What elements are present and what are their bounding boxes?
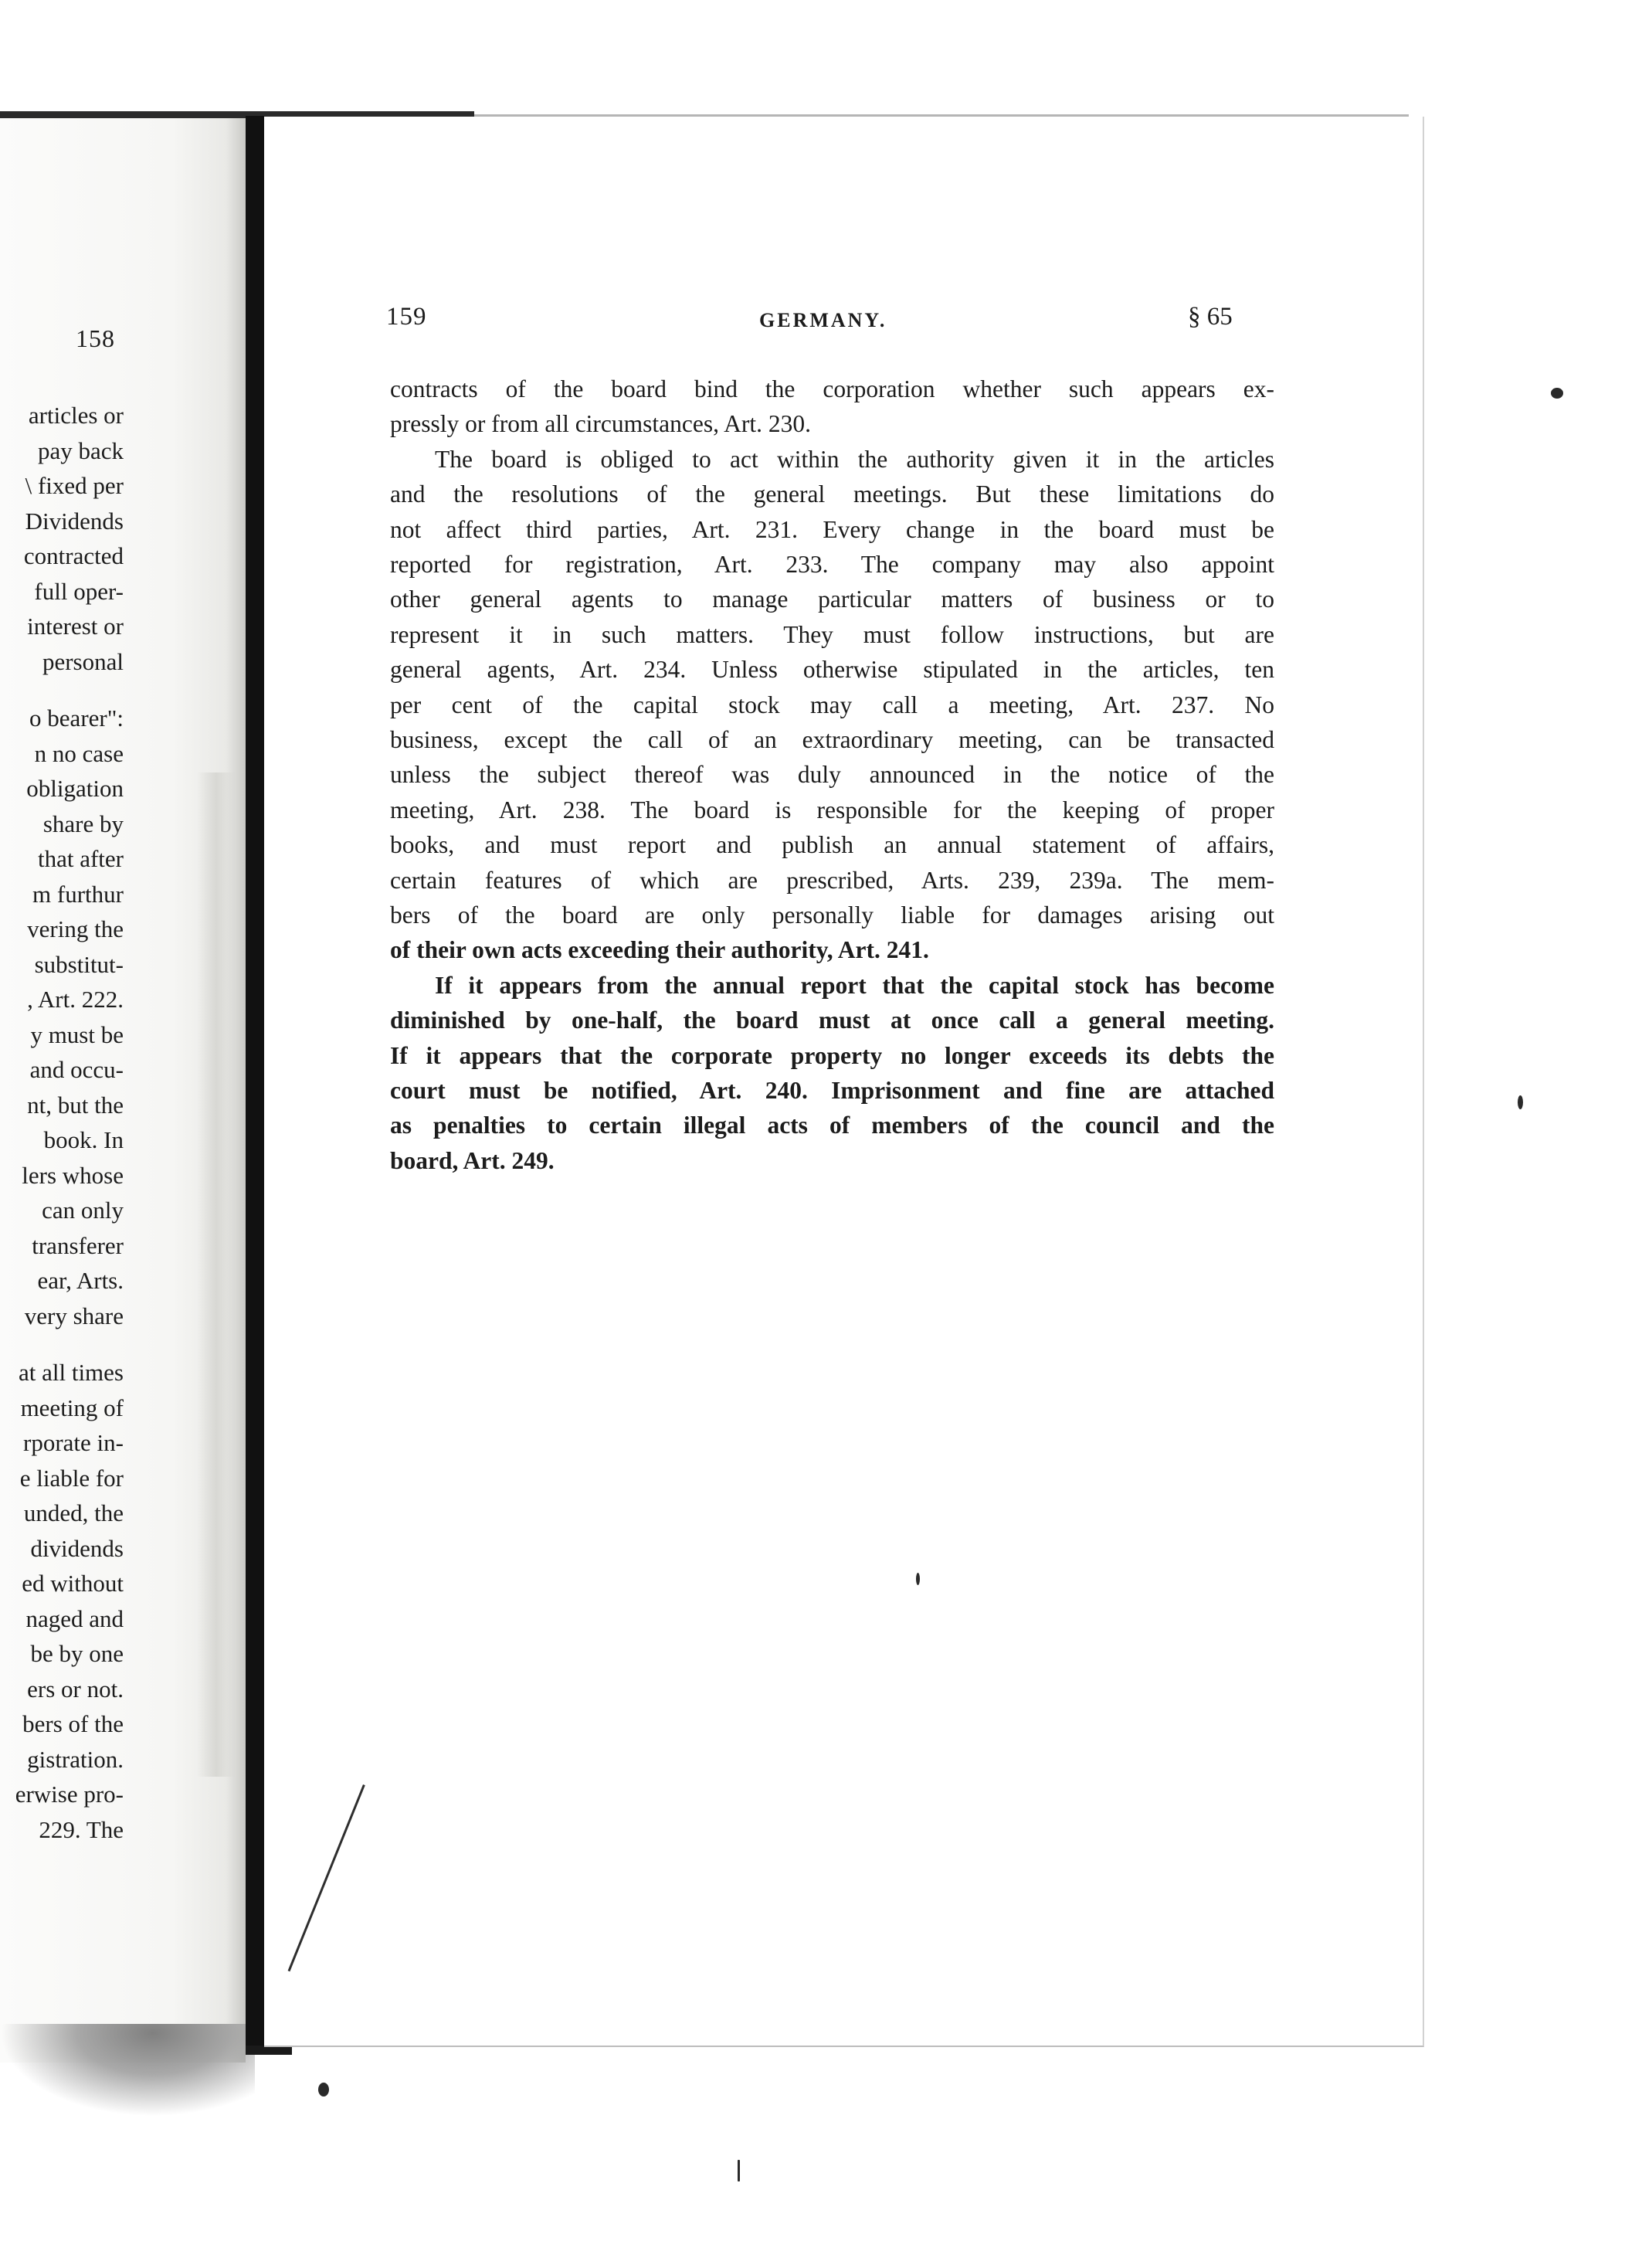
- left-text-line: dividends: [30, 1534, 124, 1562]
- left-text-line: that after: [37, 845, 124, 872]
- body-text-line: certain features of which are prescribed, Arts. 239, 239a. The mem-: [390, 866, 1274, 894]
- body-text-line: reported for registration, Art. 233. The company may also appoint: [390, 551, 1274, 578]
- left-text-line: y must be: [30, 1020, 124, 1048]
- body-text-line: The board is obliged to act within the authority given it in the articles: [435, 445, 1274, 473]
- ink-speck: [738, 2160, 740, 2181]
- body-text-line: represent it in such matters. They must follow instructions, but are: [390, 620, 1274, 648]
- left-text-line: e liable for: [19, 1464, 124, 1492]
- left-page-number: 158: [76, 324, 115, 352]
- left-text-line: rporate in-: [23, 1429, 124, 1456]
- left-text-line: full oper-: [34, 577, 124, 605]
- left-text-line: substitut-: [34, 950, 124, 978]
- ink-speck: [916, 1573, 920, 1585]
- ink-speck: [1551, 388, 1563, 399]
- left-text-line: nt, but the: [27, 1091, 124, 1119]
- left-text-line: ear, Arts.: [37, 1267, 124, 1294]
- ink-speck: [1518, 1095, 1523, 1109]
- left-text-line: ed without: [22, 1570, 124, 1597]
- left-text-line: be by one: [30, 1640, 124, 1667]
- left-text-line: Dividends: [25, 507, 124, 535]
- left-text-line: vering the: [27, 915, 124, 942]
- left-text-line: at all times: [18, 1359, 124, 1386]
- section-mark: § 65: [1188, 303, 1233, 331]
- left-text-line: meeting of: [20, 1394, 124, 1421]
- book-spine: [246, 116, 264, 2049]
- left-text-line: unded, the: [23, 1499, 124, 1526]
- body-text-line: board, Art. 249.: [390, 1146, 555, 1174]
- left-text-line: bers of the: [22, 1710, 124, 1737]
- body-text-line: other general agents to manage particular matters of business or to: [390, 586, 1274, 613]
- left-text-line: transferer: [32, 1231, 124, 1259]
- body-text-line: pressly or from all circumstances, Art. 230.: [390, 410, 811, 438]
- left-text-line: ers or not.: [27, 1675, 124, 1703]
- left-text-line: , Art. 222.: [27, 986, 124, 1013]
- page-number: 159: [386, 303, 427, 331]
- body-text-line: meeting, Art. 238. The board is responsible for the keeping of proper: [390, 796, 1274, 823]
- running-head: GERMANY.: [759, 309, 887, 331]
- body-text-line: unless the subject thereof was duly announced in the notice of the: [390, 761, 1274, 789]
- left-page-text-column: [0, 0, 232, 2268]
- body-text-line: bers of the board are only personally liable for damages arising out: [390, 901, 1274, 929]
- left-text-line: gistration.: [27, 1745, 124, 1773]
- left-text-line: 229. The: [39, 1815, 124, 1843]
- left-text-line: and occu-: [29, 1056, 124, 1083]
- body-text-line: business, except the call of an extraordinary meeting, can be transacted: [390, 726, 1274, 753]
- left-text-line: interest or: [27, 613, 124, 640]
- page-header: [386, 303, 1274, 334]
- body-text-line: and the resolutions of the general meetings. But these limitations do: [390, 480, 1274, 508]
- left-text-line: naged and: [25, 1604, 124, 1632]
- left-text-line: contracted: [23, 542, 124, 569]
- body-text-line: not affect third parties, Art. 231. Every change in the board must be: [390, 515, 1274, 543]
- body-text-line: diminished by one-half, the board must at once call a general meeting.: [390, 1007, 1274, 1034]
- left-text-line: o bearer":: [29, 705, 124, 732]
- left-text-line: personal: [42, 647, 124, 675]
- left-text-line: lers whose: [22, 1161, 124, 1189]
- left-text-line: book. In: [43, 1126, 124, 1153]
- body-text-line: books, and must report and publish an annual statement of affairs,: [390, 831, 1274, 859]
- body-text-line: If it appears from the annual report that the capital stock has become: [435, 971, 1274, 999]
- left-text-line: very share: [24, 1302, 124, 1329]
- left-text-line: \ fixed per: [25, 472, 124, 499]
- body-text-line: If it appears that the corporate property no longer exceeds its debts the: [390, 1041, 1274, 1069]
- left-text-line: obligation: [26, 775, 124, 802]
- body-text-line: of their own acts exceeding their authority, Art. 241.: [390, 936, 929, 964]
- body-text-line: court must be notified, Art. 240. Imprisonment and fine are attached: [390, 1077, 1274, 1104]
- ink-speck: [318, 2083, 329, 2097]
- body-text-line: general agents, Art. 234. Unless otherwise stipulated in the articles, ten: [390, 656, 1274, 684]
- body-text-line: as penalties to certain illegal acts of members of the council and the: [390, 1112, 1274, 1139]
- body-text-line: per cent of the capital stock may call a meeting, Art. 237. No: [390, 691, 1274, 718]
- left-text-line: articles or: [28, 402, 124, 429]
- body-text-line: contracts of the board bind the corporation whether such appears ex-: [390, 375, 1274, 402]
- left-text-line: m furthur: [32, 880, 124, 908]
- left-text-line: pay back: [37, 436, 124, 464]
- left-text-line: n no case: [34, 739, 124, 767]
- left-text-line: erwise pro-: [15, 1781, 124, 1808]
- left-text-line: can only: [42, 1197, 124, 1224]
- left-text-line: share by: [42, 810, 124, 837]
